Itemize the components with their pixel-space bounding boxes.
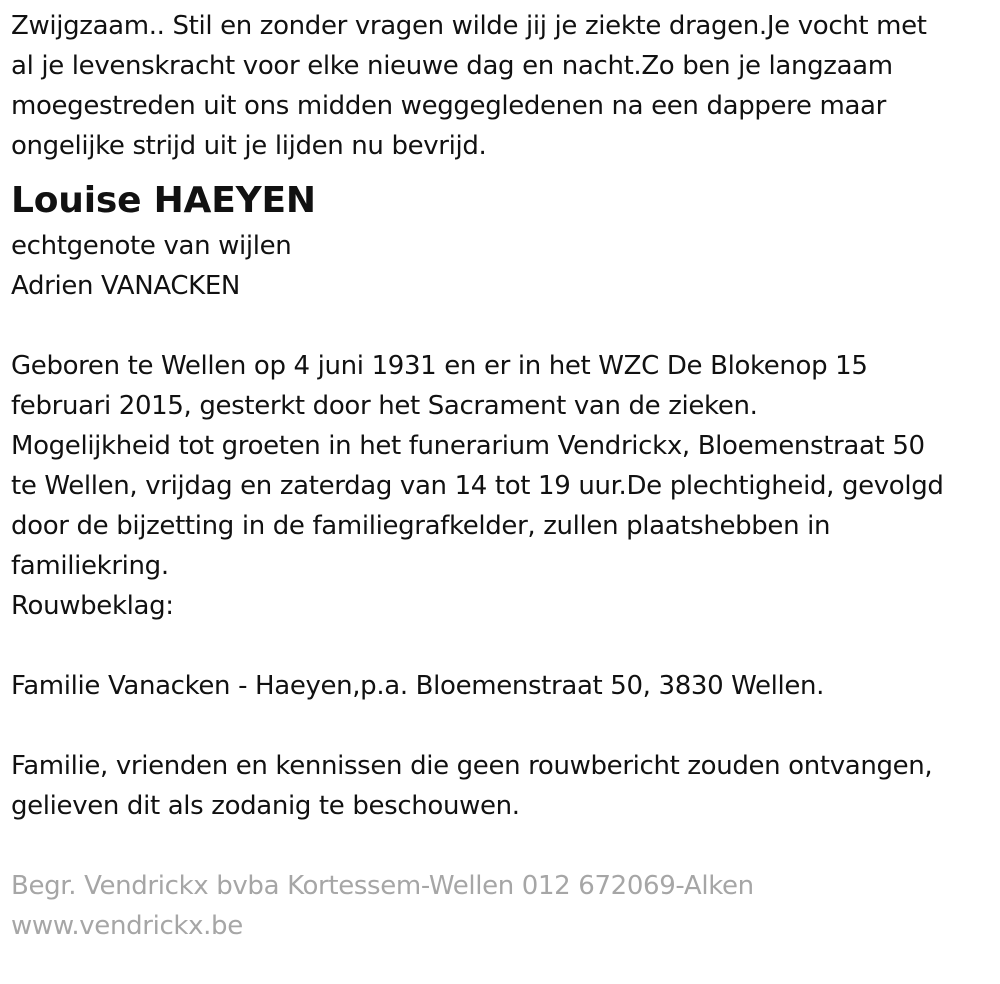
undertaker-footer	[11, 866, 996, 946]
details-line: te Wellen, vrijdag en zaterdag van 14 tot 19 uur.De plechtigheid, gevolgd	[11, 471, 944, 501]
details-line: Mogelijkheid tot groeten in het funerarium Vendrickx, Bloemenstraat 50	[11, 431, 925, 461]
spacer	[11, 826, 996, 866]
intro-poem	[11, 6, 996, 166]
spacer	[11, 706, 996, 746]
contact-address: Familie Vanacken - Haeyen,p.a. Bloemenstraat 50, 3830 Wellen.	[11, 671, 825, 701]
notice-line: gelieven dit als zodanig te beschouwen.	[11, 791, 520, 821]
notice-line: Familie, vrienden en kennissen die geen rouwbericht zouden ontvangen,	[11, 751, 933, 781]
relation-text: echtgenote van wijlen	[11, 231, 292, 261]
details-line: Geboren te Wellen op 4 juni 1931 en er in het WZC De Blokenop 15	[11, 351, 868, 381]
funeral-details	[11, 346, 996, 626]
details-line: februari 2015, gesterkt door het Sacrament van de zieken.	[11, 391, 758, 421]
intro-line: al je levenskracht voor elke nieuwe dag en nacht.Zo ben je langzaam	[11, 51, 893, 81]
deceased-name: Louise HAEYEN	[11, 180, 316, 221]
undertaker-info: Begr. Vendrickx bvba Kortessem-Wellen 012 672069-Alken	[11, 871, 754, 901]
spouse-name: Adrien VANACKEN	[11, 271, 241, 301]
intro-line: moegestreden uit ons midden weggegledenen na een dappere maar	[11, 91, 886, 121]
spacer	[11, 306, 996, 346]
details-line: Rouwbeklag:	[11, 591, 174, 621]
spacer	[11, 626, 996, 666]
intro-line: Zwijgzaam.. Stil en zonder vragen wilde jij je ziekte dragen.Je vocht met	[11, 11, 927, 41]
website-link[interactable]: www.vendrickx.be	[11, 911, 243, 941]
intro-line: ongelijke strijd uit je lijden nu bevrijd.	[11, 131, 487, 161]
death-notice	[11, 6, 996, 946]
details-line: familiekring.	[11, 551, 169, 581]
details-line: door de bijzetting in de familiegrafkelder, zullen plaatshebben in	[11, 511, 831, 541]
notice-text	[11, 746, 996, 826]
